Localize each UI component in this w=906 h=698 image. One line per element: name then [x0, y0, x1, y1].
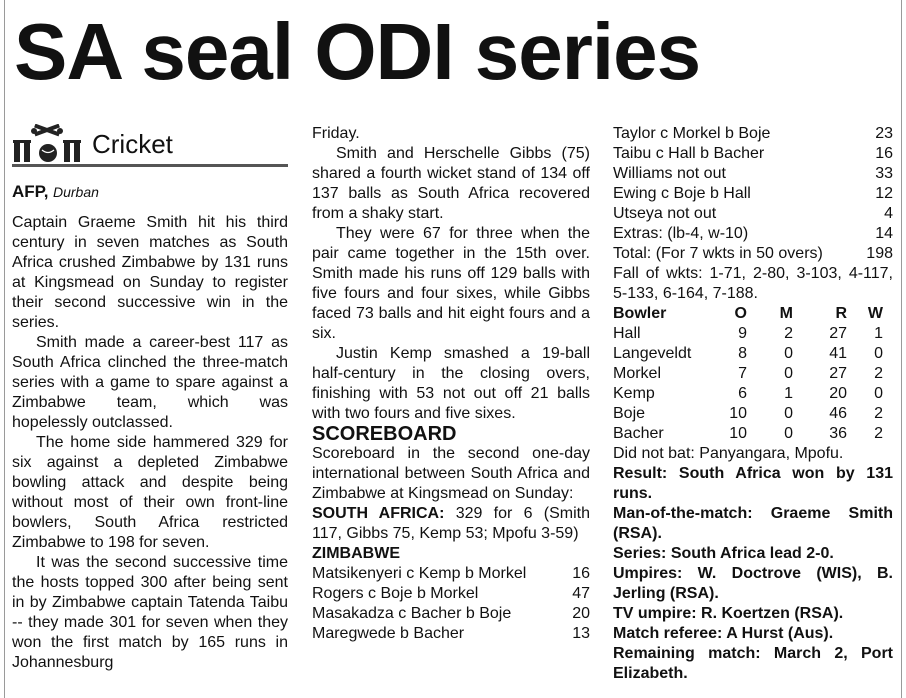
bowler-wickets: 1 [874, 325, 883, 342]
bowler-name: Langeveldt [613, 345, 692, 362]
batsman-runs: 47 [572, 585, 590, 602]
total-value: 198 [866, 245, 893, 262]
batsman-dismissal: Maregwede b Bacher [312, 625, 465, 642]
bowler-wickets: 2 [874, 405, 883, 422]
extras-label: Extras: (lb-4, w-10) [613, 225, 749, 242]
article-column-1 [12, 124, 288, 673]
runs-column-header: R [835, 305, 847, 322]
right-column-rule [901, 0, 902, 698]
batsman-dismissal: Williams not out [613, 165, 726, 182]
batting-row [312, 624, 590, 644]
overs-column-header: O [734, 305, 747, 322]
bowler-overs: 10 [729, 425, 747, 442]
article-column-2 [312, 124, 590, 644]
batting-row [613, 164, 893, 184]
bowler-wickets: 2 [874, 365, 883, 382]
batsman-runs: 12 [875, 185, 893, 202]
bowler-overs: 10 [729, 405, 747, 422]
bowler-maidens: 1 [784, 385, 793, 402]
match-result: Result: South Africa won by 131 runs. [613, 465, 893, 502]
fall-of-wickets: Fall of wkts: 1-71, 2-80, 3-103, 4-117, 5-133, 6-164, 7-188. [613, 265, 893, 302]
bowling-row [613, 344, 893, 364]
wickets-column-header: W [867, 305, 883, 322]
batsman-dismissal: Masakadza c Bacher b Boje [312, 605, 512, 622]
article-paragraph: Smith made a career-best 117 as South Africa clinched the three-match series with a game to spare against a Zimbabwe team, which was hopelessly outclassed. [12, 334, 288, 431]
section-label: Cricket [92, 129, 173, 159]
bowler-maidens: 0 [784, 345, 793, 362]
scoreboard-column [613, 124, 893, 684]
bowling-row [613, 404, 893, 424]
extras-row [613, 224, 893, 244]
bowler-name: Kemp [613, 385, 655, 402]
section-logo [12, 124, 288, 167]
headline: SA seal ODI series [14, 7, 701, 96]
bowler-column-header: Bowler [613, 305, 667, 322]
bowler-maidens: 0 [784, 365, 793, 382]
batsman-runs: 16 [572, 565, 590, 582]
article-paragraph: Friday. [312, 125, 360, 142]
bowling-row [613, 384, 893, 404]
bowler-overs: 7 [738, 365, 747, 382]
total-label: Total: (For 7 wkts in 50 overs) [613, 245, 823, 262]
batsman-runs: 23 [875, 125, 893, 142]
batsman-dismissal: Taylor c Morkel b Boje [613, 125, 771, 142]
bowler-wickets: 0 [874, 345, 883, 362]
article-paragraph: Justin Kemp smashed a 19-ball half-century in the closing overs, finishing with 53 not out off 21 balls with two fours and five sixes. [312, 345, 590, 422]
scoreboard-heading: SCOREBOARD [312, 423, 457, 445]
bowler-name: Hall [613, 325, 641, 342]
bowler-wickets: 0 [874, 385, 883, 402]
tv-umpire: TV umpire: R. Koertzen (RSA). [613, 605, 844, 622]
bowler-maidens: 2 [784, 325, 793, 342]
batting-row [613, 124, 893, 144]
bowler-runs: 27 [829, 365, 847, 382]
bowler-name: Boje [613, 405, 646, 422]
bowler-wickets: 2 [874, 425, 883, 442]
bowling-header-row [613, 304, 893, 324]
bowler-runs: 41 [829, 345, 847, 362]
batsman-dismissal: Matsikenyeri c Kemp b Morkel [312, 565, 527, 582]
batsman-dismissal: Rogers c Boje b Morkel [312, 585, 479, 602]
byline [12, 182, 288, 202]
match-referee: Match referee: A Hurst (Aus). [613, 625, 834, 642]
man-of-the-match: Man-of-the-match: Graeme Smith (RSA). [613, 505, 893, 542]
bowler-runs: 46 [829, 405, 847, 422]
batsman-runs: 16 [875, 145, 893, 162]
extras-runs: 14 [875, 225, 893, 242]
batsman-runs: 4 [884, 205, 893, 222]
article-paragraph: Smith and Herschelle Gibbs (75) shared a fourth wicket stand of 134 off 137 balls as South Africa recovered from a shaky start. [312, 145, 590, 222]
batsman-runs: 20 [572, 605, 590, 622]
south-africa-summary: 329 for 6 (Smith 117, Gibbs 75, Kemp 53; Mpofu 3-59) [312, 505, 590, 542]
bowler-name: Bacher [613, 425, 664, 442]
batsman-dismissal: Taibu c Hall b Bacher [613, 145, 765, 162]
batting-row [312, 564, 590, 584]
bowler-runs: 20 [829, 385, 847, 402]
batting-row [613, 144, 893, 164]
bowler-runs: 36 [829, 425, 847, 442]
batsman-runs: 33 [875, 165, 893, 182]
bowling-row [613, 324, 893, 344]
maidens-column-header: M [779, 305, 793, 322]
did-not-bat: Did not bat: Panyangara, Mpofu. [613, 445, 844, 462]
byline-place: Durban [53, 184, 99, 200]
bowler-maidens: 0 [784, 405, 793, 422]
bowling-row [613, 424, 893, 444]
bowler-maidens: 0 [784, 425, 793, 442]
south-africa-innings [312, 504, 590, 544]
batsman-dismissal: Ewing c Boje b Hall [613, 185, 751, 202]
remaining-match: Remaining match: March 2, Port Elizabeth. [613, 645, 893, 682]
zimbabwe-label: ZIMBABWE [312, 545, 400, 562]
series-status: Series: South Africa lead 2-0. [613, 545, 834, 562]
batsman-runs: 13 [572, 625, 590, 642]
article-paragraph: It was the second successive time the hosts topped 300 after being sent in by Zimbabwe captain Tatenda Taibu -- they made 301 for seven when they won the first match by 165 runs in Johannesburg [12, 554, 288, 671]
batting-row [312, 584, 590, 604]
batting-row [312, 604, 590, 624]
south-africa-label: SOUTH AFRICA: [312, 505, 445, 522]
article-paragraph: Captain Graeme Smith hit his third century in seven matches as South Africa crushed Zimbabwe by 131 runs at Kingsmead on Sunday to register their second successive win in the series. [12, 214, 288, 331]
bowler-name: Morkel [613, 365, 662, 382]
bowling-row [613, 364, 893, 384]
article-paragraph: The home side hammered 329 for six against a depleted Zimbabwe bowling attack and despite being without most of their own front-line bowlers, South Africa restricted Zimbabwe to 198 for seven. [12, 434, 288, 551]
batting-row [613, 204, 893, 224]
total-row [613, 244, 893, 264]
batting-row [613, 184, 893, 204]
bowler-overs: 9 [738, 325, 747, 342]
bowler-runs: 27 [829, 325, 847, 342]
scoreboard-intro: Scoreboard in the second one-day international between South Africa and Zimbabwe at Kingsmead on Sunday: [312, 445, 590, 502]
byline-agency: AFP, [12, 182, 49, 201]
bowler-overs: 8 [738, 345, 747, 362]
bowler-overs: 6 [738, 385, 747, 402]
cricket-logo-icon [12, 124, 86, 164]
umpires: Umpires: W. Doctrove (WIS), B. Jerling (RSA). [613, 565, 893, 602]
left-column-rule [4, 0, 5, 698]
article-paragraph: They were 67 for three when the pair came together in the 15th over. Smith made his runs off 129 balls with five fours and four sixes, while Gibbs faced 73 balls and hit eight fours and a six. [312, 225, 590, 342]
batsman-dismissal: Utseya not out [613, 205, 717, 222]
